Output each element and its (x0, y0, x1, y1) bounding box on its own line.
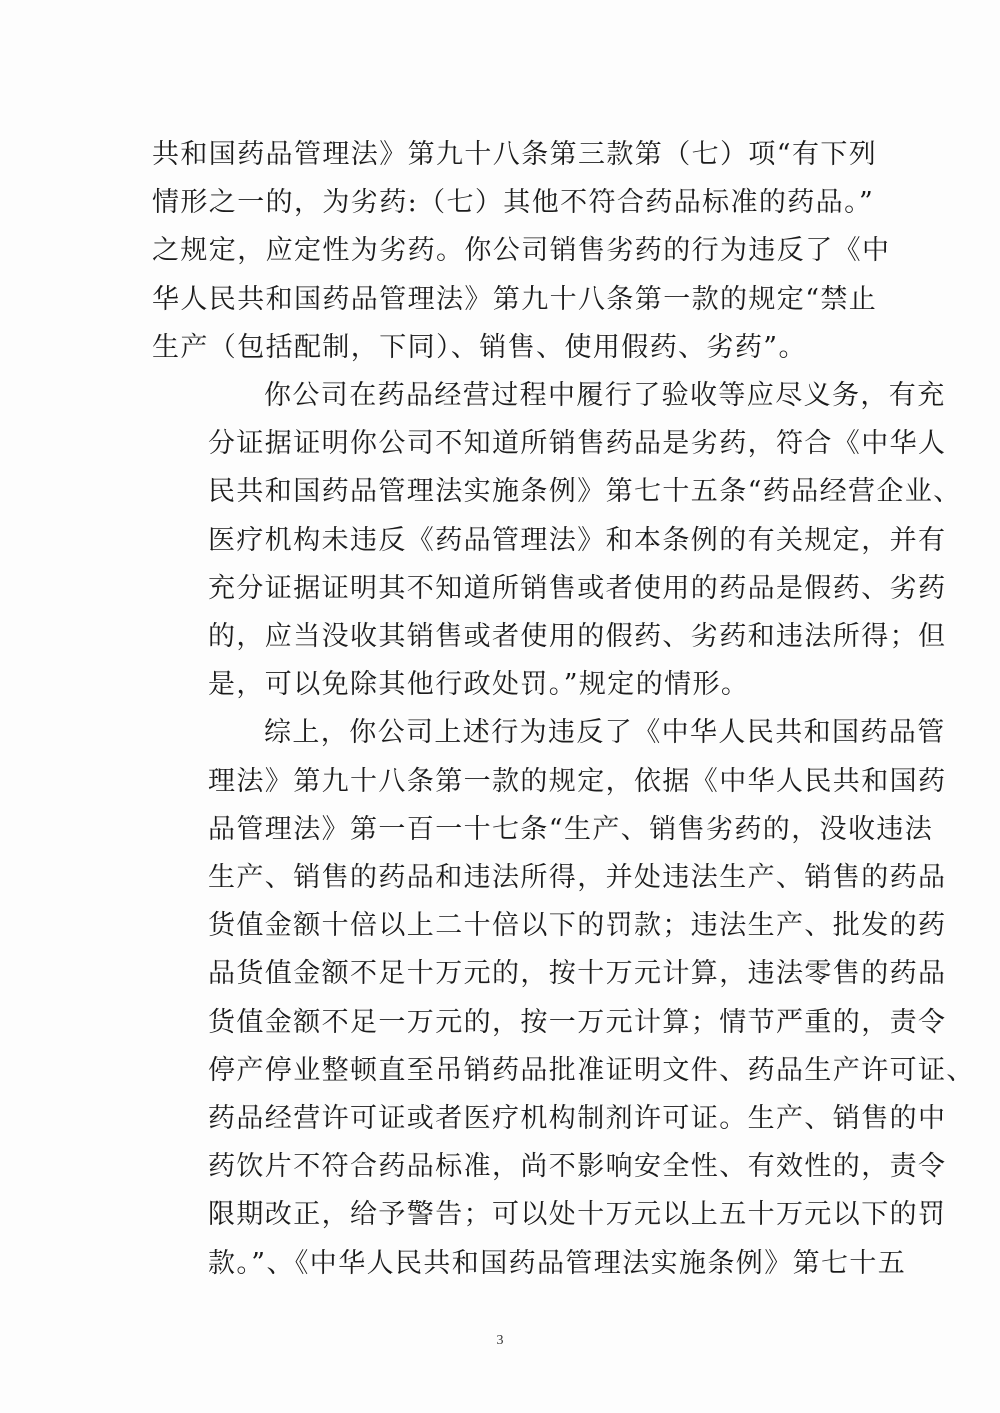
text-line: 停产停业整顿直至吊销药品批准证明文件、药品生产许可证、 (208, 1054, 975, 1086)
text-line: 限期改正，给予警告；可以处十万元以上五十万元以下的罚 (208, 1199, 947, 1231)
text-line: 货值金额十倍以上二十倍以下的罚款；违法生产、批发的药 (208, 910, 947, 942)
text-line: 民共和国药品管理法实施条例》第七十五条“药品经营企业、 (208, 476, 962, 508)
paragraph-3 (152, 709, 975, 1287)
document-body (152, 131, 975, 1288)
text-line: 情形之一的，为劣药:（七）其他不符合药品标准的药品。” (152, 187, 875, 219)
text-line: 品管理法》第一百一十七条“生产、销售劣药的，没收违法 (208, 813, 934, 845)
text-line: 华人民共和国药品管理法》第九十八条第一款的规定“禁止 (152, 283, 878, 315)
paragraph-1 (152, 131, 891, 372)
text-line: 之规定，应定性为劣药。你公司销售劣药的行为违反了《中 (152, 235, 891, 267)
text-line: 医疗机构未违反《药品管理法》和本条例的有关规定，并有 (208, 524, 947, 556)
text-line: 综上，你公司上述行为违反了《中华人民共和国药品管 (264, 717, 946, 749)
text-line: 货值金额不足一万元的，按一万元计算；情节严重的，责令 (208, 1006, 947, 1038)
paragraph-2 (152, 372, 962, 709)
text-line: 充分证据证明其不知道所销售或者使用的药品是假药、劣药 (208, 572, 947, 604)
text-line: 生产（包括配制，下同）、销售、使用假药、劣药”。 (152, 331, 807, 363)
text-line: 理法》第九十八条第一款的规定，依据《中华人民共和国药 (208, 765, 947, 797)
text-line: 是，可以免除其他行政处罚。”规定的情形。 (208, 669, 750, 701)
text-line: 共和国药品管理法》第九十八条第三款第（七）项“有下列 (152, 139, 878, 170)
text-line: 你公司在药品经营过程中履行了验收等应尽义务，有充 (264, 380, 946, 412)
text-line: 款。”、《中华人民共和国药品管理法实施条例》第七十五 (208, 1247, 907, 1279)
text-line: 药品经营许可证或者医疗机构制剂许可证。生产、销售的中 (208, 1103, 947, 1135)
text-line: 药饮片不符合药品标准，尚不影响安全性、有效性的，责令 (208, 1151, 947, 1183)
text-line: 的，应当没收其销售或者使用的假药、劣药和违法所得；但 (208, 621, 947, 653)
text-line: 品货值金额不足十万元的，按十万元计算，违法零售的药品 (208, 958, 947, 990)
text-line: 分证据证明你公司不知道所销售药品是劣药，符合《中华人 (208, 428, 947, 460)
text-line: 生产、销售的药品和违法所得，并处违法生产、销售的药品 (208, 862, 947, 894)
page-number: 3 (496, 1333, 504, 1348)
